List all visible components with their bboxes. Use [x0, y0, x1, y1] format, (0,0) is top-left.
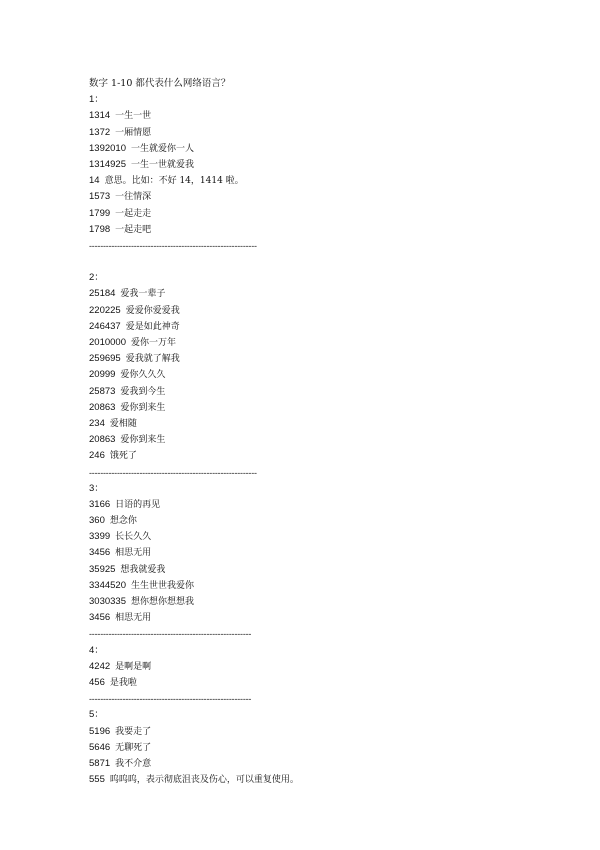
section-heading-label: 4： [89, 644, 104, 656]
section-divider: ------------------------------------------------------------ [89, 467, 257, 478]
list-item [89, 432, 549, 448]
list-item [89, 351, 549, 367]
entry-meaning: 一往情深 [115, 192, 152, 203]
entry-number: 14 [89, 175, 100, 187]
list-item [89, 384, 549, 400]
entry-meaning: 相思无用 [115, 548, 152, 559]
section-heading [89, 643, 549, 659]
blank-line [89, 254, 549, 270]
list-item [89, 303, 549, 319]
entry-number: 246437 [89, 320, 121, 332]
list-item [89, 173, 549, 189]
entry-number: 3030335 [89, 596, 126, 607]
entry-number: 5871 [89, 757, 111, 769]
entry-number: 220225 [89, 304, 121, 316]
entry-meaning: 一厢情愿 [115, 127, 152, 138]
entry-meaning: 我要走了 [115, 726, 152, 737]
sections-container [89, 92, 549, 788]
section-heading [89, 707, 549, 723]
entry-meaning: 爱我一辈子 [120, 289, 166, 300]
entry-meaning: 爱我就了解我 [125, 354, 180, 365]
entry-meaning: 生生世世我爱你 [130, 580, 194, 591]
list-item [89, 448, 549, 464]
list-item [89, 286, 549, 302]
entry-number: 3456 [89, 547, 111, 559]
entry-number: 4242 [89, 660, 111, 672]
list-item [89, 562, 549, 578]
entry-meaning: 想你想你想想我 [130, 597, 194, 607]
entry-number: 1392010 [89, 142, 126, 154]
entry-number: 360 [89, 515, 105, 527]
entry-number: 1798 [89, 223, 111, 235]
entry-number: 555 [89, 774, 105, 786]
entry-meaning: 饿死了 [109, 451, 137, 462]
list-item [89, 578, 549, 594]
entry-meaning: 爱爱你爱爱我 [125, 305, 180, 316]
list-item [89, 141, 549, 157]
entry-meaning: 意思。比如：不好 14，1414 啦。 [104, 176, 244, 187]
entry-number: 3166 [89, 498, 111, 510]
entry-meaning: 爱是如此神奇 [125, 321, 180, 332]
list-item [89, 125, 549, 141]
entry-meaning: 爱你一万年 [130, 338, 176, 348]
section-heading [89, 270, 549, 286]
document-title-text: 数字 1-10 都代表什么网络语言？ [89, 78, 231, 89]
section-divider: ------------------------------------------------------------ [89, 240, 257, 251]
list-item [89, 416, 549, 432]
entry-meaning: 爱你久久久 [120, 370, 166, 381]
entry-number: 1372 [89, 126, 111, 138]
list-item [89, 513, 549, 529]
entry-meaning: 日语的再见 [115, 499, 161, 510]
entry-number: 25873 [89, 385, 116, 397]
entry-meaning: 我不介意 [115, 758, 152, 769]
entry-meaning: 爱你到来生 [120, 402, 166, 413]
entry-number: 259695 [89, 353, 121, 365]
list-item [89, 772, 549, 788]
section-heading [89, 92, 549, 108]
entry-meaning: 一生一世 [115, 111, 152, 122]
section-divider: ---------------------------------------------------------- [89, 694, 252, 705]
entry-meaning: 一起走吧 [115, 224, 152, 235]
entry-meaning: 长长久久 [115, 532, 152, 543]
list-item [89, 545, 549, 561]
list-item [89, 659, 549, 675]
entry-meaning: 是啊是啊 [115, 661, 152, 672]
list-item [89, 335, 549, 351]
entry-number: 25184 [89, 288, 116, 300]
entry-meaning: 想念你 [109, 516, 137, 527]
list-item [89, 756, 549, 772]
entry-number: 20999 [89, 369, 116, 381]
entry-meaning: 一生一世就爱我 [130, 159, 194, 170]
entry-meaning: 一生就爱你一人 [130, 143, 194, 154]
list-item [89, 740, 549, 756]
list-item [89, 189, 549, 205]
entry-number: 1573 [89, 191, 111, 203]
section-heading [89, 481, 549, 497]
list-item [89, 400, 549, 416]
entry-number: 456 [89, 676, 105, 688]
entry-number: 20863 [89, 434, 116, 446]
entry-number: 1314925 [89, 158, 126, 170]
entry-number: 234 [89, 417, 105, 429]
list-item [89, 206, 549, 222]
entry-number: 2010000 [89, 337, 126, 348]
entry-meaning: 想我就爱我 [120, 564, 166, 575]
list-item [89, 367, 549, 383]
section-heading-label: 5： [89, 709, 104, 721]
list-item [89, 319, 549, 335]
entry-meaning: 爱我到今生 [120, 386, 166, 397]
list-item [89, 108, 549, 124]
entry-number: 20863 [89, 401, 116, 413]
document-page [89, 76, 549, 788]
list-item [89, 529, 549, 545]
list-item [89, 724, 549, 740]
entry-number: 5196 [89, 725, 111, 737]
entry-meaning: 爱你到来生 [120, 435, 166, 446]
entry-meaning: 呜呜呜，表示彻底沮丧及伤心，可以重复使用。 [109, 775, 299, 786]
section-heading-label: 3： [89, 482, 104, 494]
entry-number: 246 [89, 450, 105, 462]
list-item [89, 594, 549, 610]
entry-number: 3456 [89, 612, 111, 624]
entry-meaning: 一起走走 [115, 208, 152, 219]
entry-number: 1314 [89, 110, 111, 122]
section-divider: ---------------------------------------------------------- [89, 629, 252, 640]
section-heading-label: 1： [89, 94, 104, 106]
document-title [89, 76, 549, 92]
section-heading-label: 2： [89, 272, 104, 284]
list-item [89, 222, 549, 238]
list-item [89, 497, 549, 513]
entry-number: 5646 [89, 741, 111, 753]
entry-meaning: 是我啦 [109, 677, 137, 688]
entry-meaning: 爱相随 [109, 418, 137, 429]
list-item [89, 675, 549, 691]
entry-number: 1799 [89, 207, 111, 219]
entry-meaning: 无聊死了 [115, 742, 152, 753]
entry-number: 3344520 [89, 579, 126, 591]
list-item [89, 157, 549, 173]
entry-meaning: 相思无用 [115, 613, 152, 624]
entry-number: 3399 [89, 531, 111, 543]
entry-number: 35925 [89, 563, 116, 575]
list-item [89, 610, 549, 626]
